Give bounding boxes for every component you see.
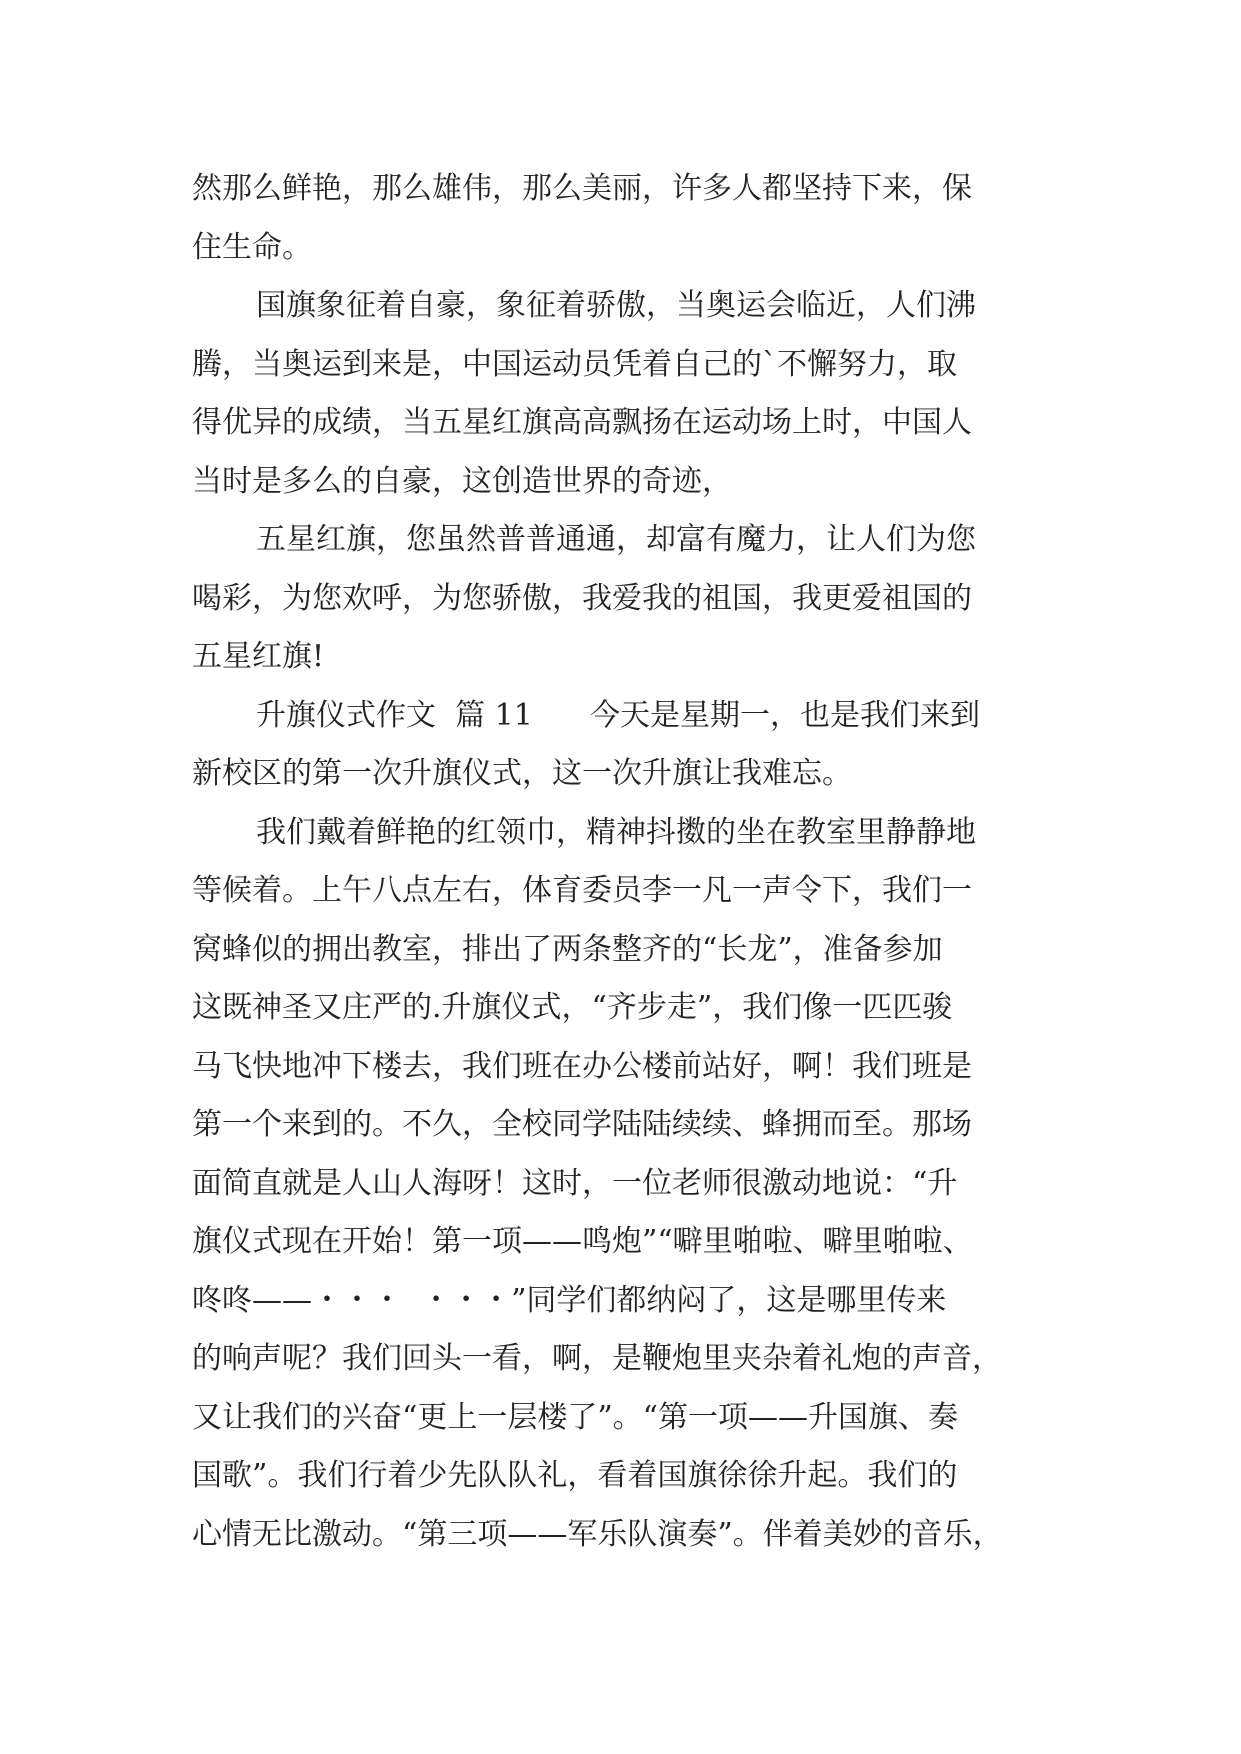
text-line: 心情无比激动。“第三项——军乐队演奏”。伴着美妙的音乐， [192, 1516, 1003, 1552]
text-line: 第一个来到的。不久，全校同学陆陆续续、蜂拥而至。那场 [192, 1107, 972, 1142]
text-line: 住生命。 [192, 229, 312, 265]
text-line: 旗仪式现在开始！第一项——鸣炮”“噼里啪啦、噼里啪啦、 [192, 1224, 973, 1259]
text-line: 国歌”。我们行着少先队队礼，看着国旗徐徐升起。我们的 [192, 1458, 958, 1493]
text-line: 新校区的第一次升旗仪式，这一次升旗让我难忘。 [192, 756, 852, 791]
text-line: 窝蜂似的拥出教室，排出了两条整齐的“长龙”，准备参加 [192, 931, 943, 967]
text-line: 这既神圣又庄严的.升旗仪式，“齐步走”，我们像一匹匹骏 [192, 990, 953, 1025]
text-line: 五星红旗! [192, 639, 325, 674]
text-line: 当时是多么的自豪，这创造世界的奇迹， [192, 463, 732, 499]
paragraph-first-line: 我们戴着鲜艳的红领巾，精神抖擞的坐在教室里静静地 [256, 814, 976, 850]
text-line: 喝彩，为您欢呼，为您骄傲，我爱我的祖国，我更爱祖国的 [192, 580, 972, 616]
text-line: 马飞快地冲下楼去，我们班在办公楼前站好，啊！我们班是 [192, 1048, 972, 1084]
paragraph-first-line: 国旗象征着自豪，象征着骄傲，当奥运会临近，人们沸 [256, 288, 976, 323]
body-text [192, 160, 1052, 1564]
text-line: 又让我们的兴奋“更上一层楼了”。“第一项——升国旗、奏 [192, 1399, 959, 1435]
text-line: 等候着。上午八点左右，体育委员李一凡一声令下，我们一 [192, 873, 972, 908]
text-line: 面简直就是人山人海呀！这时，一位老师很激动地说：“升 [192, 1165, 958, 1201]
text-line: 得优异的成绩，当五星红旗高高飘扬在运动场上时，中国人 [192, 405, 972, 440]
text-line: 咚咚——・・・ ・・・”同学们都纳闷了，这是哪里传来 [192, 1282, 947, 1318]
text-line: 腾，当奥运到来是，中国运动员凭着自己的`不懈努力，取 [192, 346, 957, 382]
text-line: 然那么鲜艳，那么雄伟，那么美丽，许多人都坚持下来，保 [192, 171, 972, 206]
paragraph-first-line: 升旗仪式作文 篇 11 今天是星期一，也是我们来到 [256, 697, 980, 733]
paragraph-first-line: 五星红旗，您虽然普普通通，却富有魔力，让人们为您 [256, 522, 976, 557]
text-line: 的响声呢？我们回头一看，啊，是鞭炮里夹杂着礼炮的声音， [192, 1341, 1002, 1376]
